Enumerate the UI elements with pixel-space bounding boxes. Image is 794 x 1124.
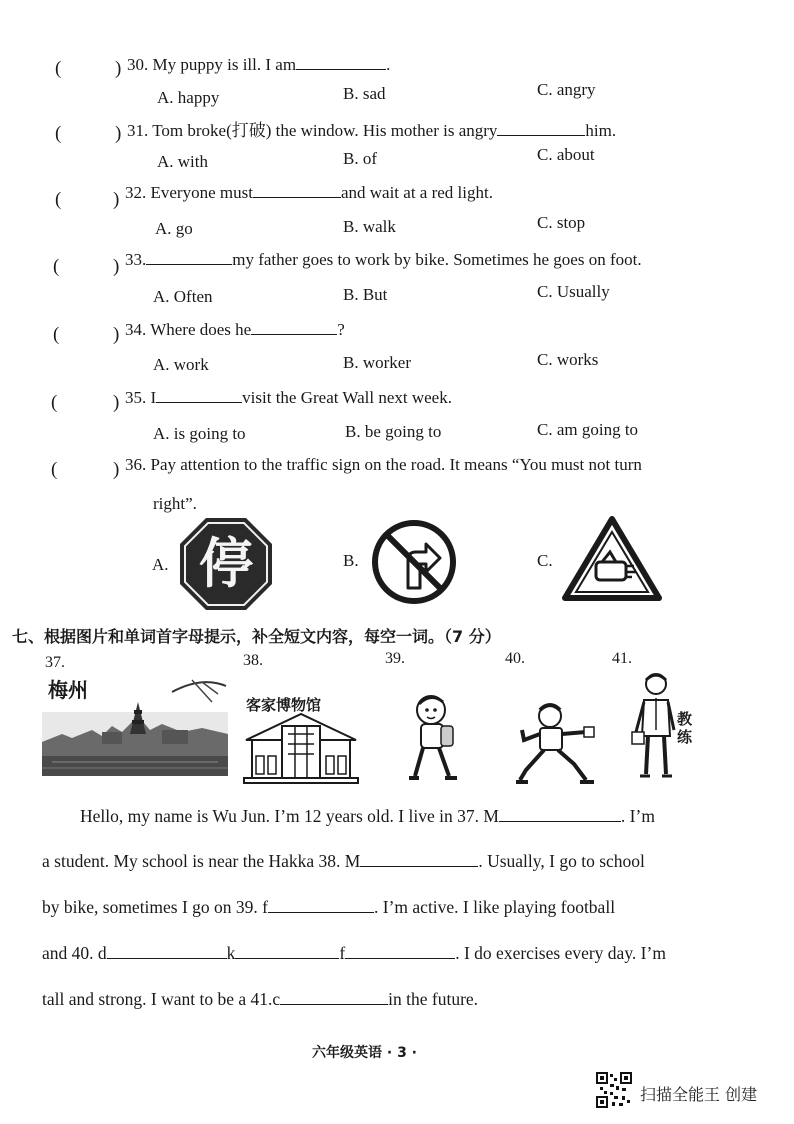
hakka-museum-picture [238,690,364,786]
option-c: C. Usually [537,282,610,301]
pic-num-41: 41. [612,650,632,667]
answer-blank[interactable] [296,55,386,70]
option-c: C. about [537,145,595,164]
meizhou-label: 梅州 [48,678,88,702]
passage-line-4: and 40. d k f . I do exercises every day. I’m [42,943,666,963]
option-a: A. with [157,152,208,171]
coach-picture [630,670,700,784]
option-b: B. of [343,149,377,168]
answer-blank[interactable] [156,388,242,403]
option-a: A. go [155,219,193,238]
page-footer: 六年级英语 · 3 · [312,1045,417,1061]
option-b: B. But [343,285,388,304]
option-a: A. Often [153,287,213,306]
blank-39[interactable] [268,898,374,913]
option-b: B. be going to [345,422,442,441]
question-stem: 36. Pay attention to the traffic sign on the road. It means “You must not turn [125,455,642,474]
question-stem: 35. I visit the Great Wall next week. [125,388,452,407]
option-c-label: C. [537,551,553,570]
blank-37[interactable] [499,807,621,822]
meizhou-picture [42,672,228,776]
question-stem: 31. Tom broke(打破) the window. His mother is angry him. [127,121,617,140]
option-c: C. stop [537,213,586,232]
answer-paren-close-36: ) [113,459,120,480]
option-a: A. work [153,355,209,374]
passage-line-3: by bike, sometimes I go on 39. f . I’m active. I like playing football [42,897,616,917]
option-b: B. sad [343,84,386,103]
question-stem: 30. My puppy is ill. I am . [127,55,391,74]
answer-blank[interactable] [146,250,232,265]
stop-sign-char: 停 [199,532,253,595]
answer-paren-35[interactable]: ( [51,392,58,413]
question-stem-cont: right”. [153,494,197,513]
answer-paren-close-33: ) [113,256,120,277]
passage-line-1: Hello, my name is Wu Jun. I’m 12 years old. I live in 37. M . I’m [80,806,655,826]
answer-blank[interactable] [497,121,585,136]
museum-label: 客家博物馆 [246,696,322,714]
scanner-watermark: 扫描全能王 创建 [640,1085,758,1104]
blank-38[interactable] [360,852,478,867]
blank-40c[interactable] [345,944,455,959]
answer-paren-close-30: ) [115,58,122,79]
answer-blank[interactable] [253,183,341,198]
passage-line-5: tall and strong. I want to be a 41.c in the future. [42,989,479,1009]
qr-code-icon [596,1072,632,1108]
answer-paren-close-31: ) [115,123,122,144]
option-b: B. worker [343,353,411,372]
question-stem: 33. my father goes to work by bike. Sometimes he goes on foot. [125,250,642,269]
question-stem: 32. Everyone must and wait at a red light. [125,183,493,202]
no-right-turn-icon [370,518,458,606]
answer-paren-30[interactable]: ( [55,58,62,79]
stop-sign-icon [178,516,274,612]
option-a: A. is going to [153,424,246,443]
blank-40b[interactable] [235,944,339,959]
pic-num-38: 38. [243,652,263,669]
blank-40a[interactable] [107,944,227,959]
option-a-label: A. [152,555,169,574]
option-c: C. angry [537,80,596,99]
blank-41[interactable] [280,990,388,1005]
answer-paren-34[interactable]: ( [53,324,60,345]
question-stem: 34. Where does he ? [125,320,345,339]
option-b-label: B. [343,551,359,570]
option-c: C. works [537,350,599,369]
answer-paren-close-34: ) [113,324,120,345]
pic-num-39: 39. [385,650,405,667]
option-a: A. happy [157,88,220,107]
passage-line-2: a student. My school is near the Hakka 38. M . Usually, I go to school [42,851,645,871]
option-b: B. walk [343,217,396,236]
kungfu-boy-icon [516,700,602,786]
section-title: 七、根据图片和单词首字母提示，补全短文内容，每空一词。（7 分） [12,627,501,646]
pic-num-37: 37. [45,654,65,671]
warning-triangle-icon [562,516,662,602]
option-c: C. am going to [537,420,639,439]
answer-paren-32[interactable]: ( [55,189,62,210]
pic-num-40: 40. [505,650,525,667]
coach-label: 教练 [677,710,693,746]
answer-paren-33[interactable]: ( [53,256,60,277]
answer-paren-close-32: ) [113,189,120,210]
answer-paren-close-35: ) [113,392,120,413]
answer-blank[interactable] [251,320,337,335]
walking-boy-icon [405,688,465,784]
answer-paren-31[interactable]: ( [55,123,62,144]
answer-paren-36[interactable]: ( [51,459,58,480]
